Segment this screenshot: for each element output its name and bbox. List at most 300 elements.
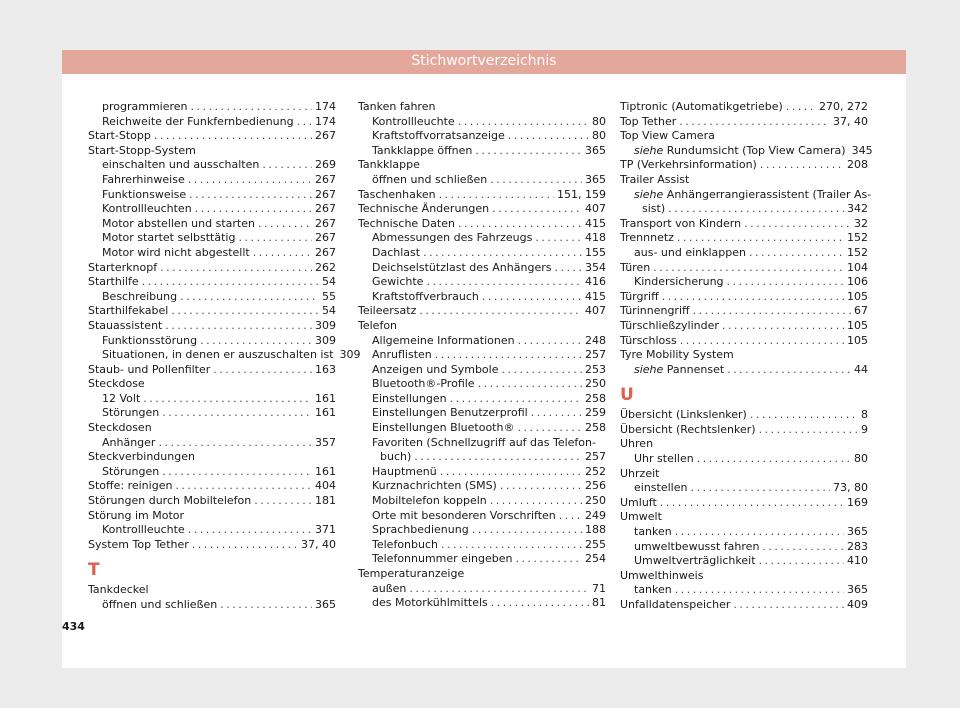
index-entry: [358, 538, 606, 553]
entry-label: tanken: [634, 583, 672, 597]
entry-page-ref: 208: [847, 158, 868, 172]
entry-label: Reichweite der Funkfernbedienung: [102, 114, 294, 128]
index-entry: [358, 100, 606, 115]
entry-page-ref: 309: [315, 318, 336, 332]
index-entry: [88, 334, 336, 349]
index-entry: [88, 523, 336, 538]
leader-dots: [697, 452, 851, 467]
entry-label: Beschreibung: [102, 289, 178, 303]
leader-dots: [414, 450, 582, 465]
entry-label: aus- und einklappen: [634, 245, 746, 259]
index-entry: [358, 290, 606, 305]
index-entry: [88, 598, 336, 613]
index-entry: [88, 421, 336, 436]
entry-page-ref: 152: [847, 231, 868, 245]
index-entry: [88, 304, 336, 319]
entry-page-ref: 71: [592, 581, 606, 595]
entry-label: Störung im Motor: [88, 508, 185, 522]
index-entry: [620, 569, 868, 584]
index-entry: [620, 510, 868, 525]
entry-label: Anhänger: [102, 435, 156, 449]
entry-page-ref: 105: [847, 333, 868, 347]
leader-dots: [478, 377, 582, 392]
leader-dots: [154, 129, 312, 144]
entry-label: Tankklappe öffnen: [372, 143, 473, 157]
entry-list: [358, 100, 606, 611]
leader-dots: [160, 261, 312, 276]
index-entry: [620, 554, 868, 569]
entry-label: Sprachbedienung: [372, 523, 469, 537]
entry-label: Türschließzylinder: [620, 318, 719, 332]
leader-dots: [677, 231, 844, 246]
entry-page-ref: 309: [315, 333, 336, 347]
entry-label: Telefon: [358, 318, 398, 332]
entry-label: Funktionsweise: [102, 187, 187, 201]
entry-label: außen: [372, 581, 407, 595]
entry-page-ref: 258: [585, 391, 606, 405]
entry-page-ref: 80: [592, 114, 606, 128]
entry-label: sist): [642, 202, 666, 216]
index-entry: [88, 188, 336, 203]
entry-label: Uhrzeit: [620, 466, 660, 480]
entry-label: tanken: [634, 525, 672, 539]
entry-label: Tankklappe: [358, 158, 420, 172]
entry-label: System Top Tether: [88, 537, 189, 551]
entry-page-ref: 81: [592, 596, 606, 610]
entry-page-ref: 365: [585, 143, 606, 157]
index-entry: [358, 479, 606, 494]
entry-page-ref: 256: [585, 479, 606, 493]
leader-dots: [440, 465, 582, 480]
index-entry: [620, 496, 868, 511]
index-entry: [620, 115, 868, 130]
leader-dots: [491, 596, 589, 611]
leader-dots: [500, 479, 582, 494]
entry-list: [620, 408, 868, 612]
leader-dots: [722, 319, 844, 334]
index-entry: [358, 567, 606, 582]
index-entry: [88, 144, 336, 159]
leader-dots: [297, 115, 312, 130]
entry-label: Starthilfe: [88, 275, 139, 289]
entry-label: Tiptronic (Automatikgetriebe): [620, 100, 783, 113]
entry-page-ref: 80: [854, 452, 868, 466]
leader-dots: [426, 275, 582, 290]
entry-label: Umwelt: [620, 510, 662, 524]
entry-label: Telefonnummer eingeben: [372, 552, 513, 566]
leader-dots: [175, 479, 312, 494]
entry-page-ref: 415: [585, 216, 606, 230]
entry-label: Einstellungen Bluetooth®: [372, 421, 515, 435]
entry-page-ref: 73, 80: [833, 481, 868, 495]
entry-page-ref: 252: [585, 464, 606, 478]
page-number: 434: [62, 620, 85, 633]
entry-label: des Motorkühlmittels: [372, 596, 488, 610]
leader-dots: [253, 246, 312, 261]
leader-dots: [559, 509, 582, 524]
entry-page-ref: 9: [861, 422, 868, 436]
leader-dots: [165, 319, 312, 334]
entry-label: Fahrerhinweise: [102, 172, 185, 186]
entry-page-ref: 32: [854, 216, 868, 230]
header-bar: [62, 50, 906, 74]
index-entry: [358, 246, 606, 261]
index-entry: [88, 319, 336, 334]
index-entry: [358, 115, 606, 130]
page-title: Stichwortverzeichnis: [411, 53, 557, 69]
leader-dots: [679, 115, 830, 130]
entry-label: Allgemeine Informationen: [372, 333, 515, 347]
index-entry: [88, 348, 361, 363]
entry-page-ref: 267: [315, 202, 336, 216]
index-entry: [88, 377, 336, 392]
entry-page-ref: 67: [854, 304, 868, 318]
leader-dots: [750, 408, 858, 423]
entry-page-ref: 267: [315, 172, 336, 186]
leader-dots: [200, 334, 312, 349]
leader-dots: [188, 173, 312, 188]
index-entry: [358, 406, 606, 421]
entry-label: Kurznachrichten (SMS): [372, 479, 497, 493]
index-entry: [358, 509, 606, 524]
index-entry: [620, 246, 868, 261]
leader-dots: [142, 275, 319, 290]
entry-page-ref: 37, 40: [301, 537, 336, 551]
index-entry: [358, 173, 606, 188]
index-entry: [358, 596, 606, 611]
entry-label: Störungen durch Mobiltelefon: [88, 494, 252, 508]
entry-label: Starterknopf: [88, 260, 158, 274]
entry-page-ref: 105: [847, 289, 868, 303]
index-entry: [620, 334, 868, 349]
index-column-3: [620, 100, 873, 613]
index-entry: [88, 583, 336, 598]
entry-page-ref: 105: [847, 318, 868, 332]
leader-dots: [254, 494, 312, 509]
index-entry: [620, 598, 868, 613]
index-entry: [620, 143, 873, 159]
entry-list: [88, 100, 361, 552]
leader-dots: [508, 129, 589, 144]
leader-dots: [258, 217, 312, 232]
entry-label: Tankdeckel: [88, 583, 149, 597]
index-entry: [620, 452, 868, 467]
leader-dots: [727, 363, 851, 378]
entry-label: Staub- und Pollenfilter: [88, 362, 211, 376]
entry-label: Favoriten (Schnellzugriff auf das Telefon-: [372, 435, 596, 449]
index-entry: [358, 465, 606, 480]
index-entry: [88, 450, 336, 465]
entry-page-ref: 283: [847, 539, 868, 553]
entry-label: Kontrollleuchten: [102, 202, 192, 216]
entry-page-ref: 37, 40: [833, 114, 868, 128]
index-entry: [620, 348, 868, 363]
leader-dots: [680, 334, 844, 349]
entry-label: siehe Pannenset: [634, 362, 725, 376]
entry-page-ref: 357: [315, 435, 336, 449]
leader-dots: [660, 496, 844, 511]
index-entry: [88, 100, 336, 115]
entry-label: Steckverbindungen: [88, 450, 195, 464]
entry-label: Motor startet selbsttätig: [102, 231, 236, 245]
index-entry: [88, 392, 336, 407]
index-entry: [358, 494, 606, 509]
leader-dots: [749, 246, 844, 261]
leader-dots: [531, 406, 582, 421]
index-entry: [358, 202, 606, 217]
index-entry: [620, 290, 868, 305]
entry-label: siehe Rundumsicht (Top View Camera): [634, 143, 846, 157]
entry-page-ref: 257: [585, 348, 606, 362]
entry-label: Transport von Kindern: [620, 216, 742, 230]
entry-page-ref: 255: [585, 537, 606, 551]
entry-label: Start-Stopp: [88, 129, 151, 143]
index-entry: [88, 509, 336, 524]
entry-page-ref: 250: [585, 494, 606, 508]
index-entry: [88, 261, 336, 276]
entry-label: Kindersicherung: [634, 275, 724, 289]
entry-page-ref: 80: [592, 129, 606, 143]
entry-page-ref: 267: [315, 245, 336, 259]
index-entry: [620, 261, 868, 276]
index-entry: [620, 437, 868, 452]
entry-label: Störungen: [102, 406, 160, 420]
index-entry: [358, 450, 606, 465]
index-entry: [620, 231, 868, 246]
index-entry: [88, 217, 336, 232]
index-entry: [88, 202, 336, 217]
index-entry: [358, 129, 606, 144]
leader-dots: [188, 523, 312, 538]
entry-label: Türen: [620, 260, 651, 274]
entry-label: Tyre Mobility System: [620, 348, 734, 362]
index-entry: [88, 231, 336, 246]
entry-label: Umweltverträglichkeit: [634, 554, 756, 568]
index-column-2: [358, 100, 606, 611]
entry-label: einstellen: [634, 481, 688, 495]
leader-dots: [419, 304, 582, 319]
leader-dots: [535, 231, 582, 246]
entry-label: öffnen und schließen: [372, 172, 488, 186]
entry-label: Umwelthinweis: [620, 568, 704, 582]
leader-dots: [690, 481, 830, 496]
index-entry: [358, 144, 606, 159]
entry-page-ref: 248: [585, 333, 606, 347]
entry-label: Abmessungen des Fahrzeugs: [372, 231, 533, 245]
index-entry: [358, 582, 606, 597]
entry-label: Motor wird nicht abgestellt: [102, 245, 250, 259]
index-column-1: [88, 100, 361, 613]
index-entry: [620, 481, 868, 496]
entry-page-ref: 267: [315, 187, 336, 201]
index-entry: [620, 275, 868, 290]
entry-page-ref: 365: [847, 525, 868, 539]
entry-page-ref: 106: [847, 275, 868, 289]
entry-list: [88, 583, 336, 612]
entry-page-ref: 169: [847, 495, 868, 509]
entry-label: Kontrollleuchte: [372, 114, 455, 128]
entry-page-ref: 415: [585, 289, 606, 303]
index-entry: [620, 583, 868, 598]
index-entry: [88, 246, 336, 261]
leader-dots: [668, 202, 844, 217]
index-entry: [88, 406, 336, 421]
index-entry: [620, 173, 868, 188]
leader-dots: [450, 392, 582, 407]
entry-page-ref: 257: [585, 450, 606, 464]
entry-label: Mobiltelefon koppeln: [372, 494, 487, 508]
index-entry: [358, 363, 606, 378]
index-entry: [620, 217, 868, 232]
leader-dots: [786, 100, 816, 115]
leader-dots: [162, 465, 312, 480]
index-entry: [88, 436, 336, 451]
index-entry: [358, 523, 606, 538]
leader-dots: [492, 202, 582, 217]
leader-dots: [162, 406, 312, 421]
entry-page-ref: 161: [315, 464, 336, 478]
entry-label: Bluetooth®-Profile: [372, 377, 475, 391]
leader-dots: [727, 275, 844, 290]
entry-label: umweltbewusst fahren: [634, 539, 760, 553]
entry-label: Uhr stellen: [634, 452, 694, 466]
entry-label: Störungen: [102, 464, 160, 478]
entry-page-ref: 250: [585, 377, 606, 391]
entry-label: Anruflisten: [372, 348, 432, 362]
index-entry: [620, 363, 868, 378]
leader-dots: [262, 158, 312, 173]
entry-label: Starthilfekabel: [88, 304, 169, 318]
leader-dots: [458, 115, 589, 130]
entry-page-ref: 365: [847, 583, 868, 597]
entry-page-ref: 365: [585, 172, 606, 186]
entry-page-ref: 151, 159: [557, 187, 606, 201]
index-entry: [358, 552, 606, 567]
index-entry: [88, 173, 336, 188]
leader-dots: [423, 246, 582, 261]
entry-page-ref: 345: [851, 143, 873, 157]
entry-page-ref: 270, 272: [819, 100, 868, 113]
index-entry: [620, 129, 868, 144]
entry-page-ref: 55: [322, 289, 336, 303]
entry-label: Kraftstoffvorratsanzeige: [372, 129, 505, 143]
entry-label: Telefonbuch: [372, 537, 438, 551]
leader-dots: [195, 202, 312, 217]
entry-label: Top View Camera: [620, 129, 715, 143]
entry-label: Technische Daten: [358, 216, 455, 230]
entry-label: Trailer Assist: [620, 172, 690, 186]
leader-dots: [653, 261, 844, 276]
entry-page-ref: 407: [585, 304, 606, 318]
index-entry: [358, 319, 606, 334]
index-entry: [88, 158, 336, 173]
entry-page-ref: 259: [585, 406, 606, 420]
entry-page-ref: 262: [315, 260, 336, 274]
entry-page-ref: 254: [585, 552, 606, 566]
entry-label: Übersicht (Rechtslenker): [620, 422, 756, 436]
entry-label: Steckdosen: [88, 421, 152, 435]
entry-label: Temperaturanzeige: [358, 567, 465, 580]
leader-dots: [435, 348, 582, 363]
leader-dots: [760, 158, 844, 173]
leader-dots: [762, 540, 844, 555]
index-entry: [620, 467, 868, 482]
index-entry: [620, 319, 868, 334]
entry-page-ref: 267: [315, 231, 336, 245]
leader-dots: [517, 421, 582, 436]
entry-label: Motor abstellen und starten: [102, 216, 255, 230]
index-entry: [358, 334, 606, 349]
entry-page-ref: 174: [315, 100, 336, 113]
index-entry: [620, 408, 868, 423]
entry-label: Gewichte: [372, 275, 424, 289]
index-entry: [620, 100, 868, 115]
entry-label: Deichselstützlast des Anhängers: [372, 260, 552, 274]
leader-dots: [439, 188, 554, 203]
leader-dots: [744, 217, 851, 232]
entry-page-ref: 409: [847, 598, 868, 611]
entry-label: einschalten und ausschalten: [102, 158, 260, 172]
entry-label: Einstellungen Benutzerprofil: [372, 406, 528, 420]
entry-page-ref: 418: [585, 231, 606, 245]
entry-page-ref: 365: [315, 598, 336, 611]
index-entry: [358, 421, 606, 436]
leader-dots: [693, 304, 851, 319]
leader-dots: [189, 188, 312, 203]
index-page: [62, 50, 906, 668]
index-entry: [358, 304, 606, 319]
entry-label: Türinnengriff: [620, 304, 690, 318]
entry-label: Steckdose: [88, 377, 145, 391]
index-entry: [358, 392, 606, 407]
entry-label: Einstellungen: [372, 391, 447, 405]
index-entry: [358, 261, 606, 276]
leader-dots: [490, 173, 582, 188]
entry-label: programmieren: [102, 100, 188, 113]
leader-dots: [518, 334, 582, 349]
entry-label: siehe Anhängerrangierassistent (Trailer As-: [634, 187, 872, 201]
entry-label: Orte mit besonderen Vorschriften: [372, 508, 556, 522]
leader-dots: [759, 423, 858, 438]
index-entry: [88, 275, 336, 290]
section-letter-u: U: [620, 385, 634, 406]
entry-page-ref: 407: [585, 202, 606, 216]
index-entry: [358, 188, 606, 203]
index-entry: [620, 540, 868, 555]
leader-dots: [180, 290, 319, 305]
entry-page-ref: 258: [585, 421, 606, 435]
index-entry: [358, 217, 606, 232]
entry-label: Funktionsstörung: [102, 333, 198, 347]
leader-dots: [501, 363, 582, 378]
leader-dots: [662, 290, 844, 305]
entry-page-ref: 161: [315, 406, 336, 420]
entry-label: Uhren: [620, 437, 654, 451]
entry-label: buch): [380, 450, 412, 464]
leader-dots: [759, 554, 844, 569]
entry-page-ref: 410: [847, 554, 868, 568]
leader-dots: [472, 523, 582, 538]
index-entry: [358, 377, 606, 392]
leader-dots: [238, 231, 312, 246]
index-entry: [358, 436, 606, 451]
entry-label: öffnen und schließen: [102, 598, 218, 611]
entry-label: Tanken fahren: [358, 100, 436, 113]
index-entry: [88, 290, 336, 305]
leader-dots: [158, 436, 312, 451]
entry-page-ref: 342: [847, 202, 868, 216]
leader-dots: [220, 598, 312, 613]
